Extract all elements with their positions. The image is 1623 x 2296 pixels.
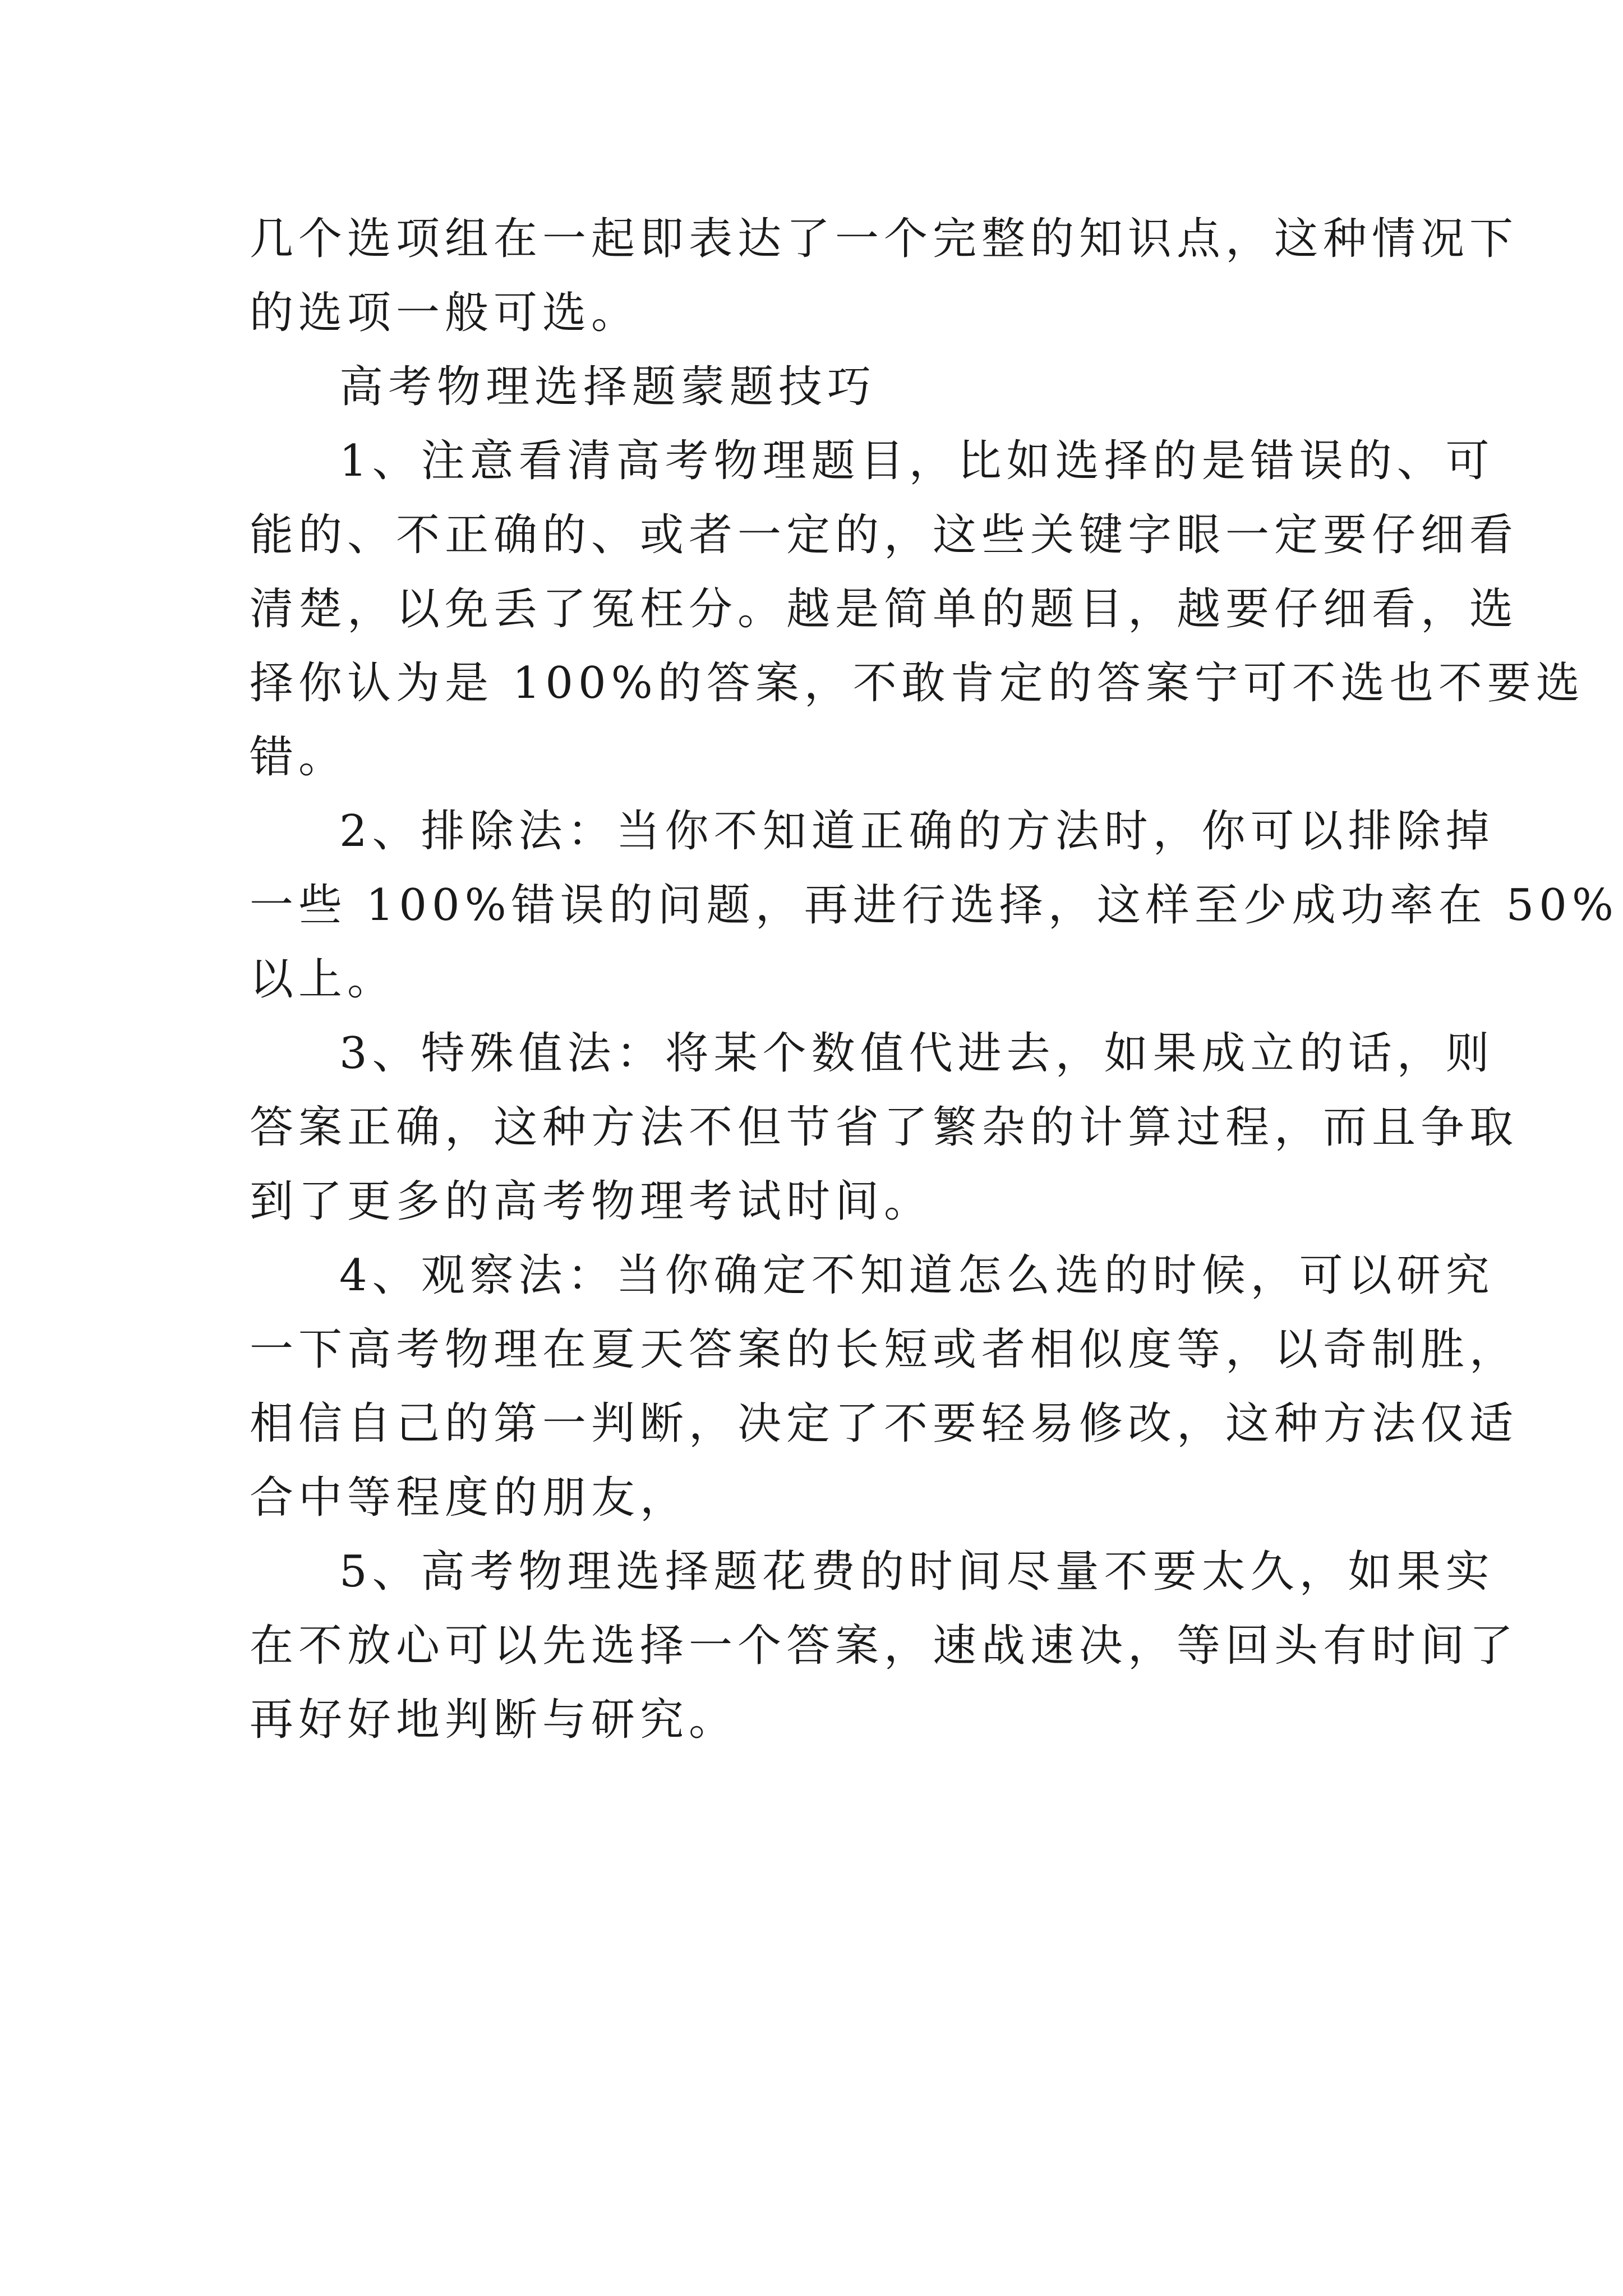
text-line: 4、观察法：当你确定不知道怎么选的时候，可以研究 — [339, 1250, 1495, 1301]
text-line: 能的、不正确的、或者一定的，这些关键字眼一定要仔细看 — [250, 510, 1519, 560]
text-line: 一下高考物理在夏天答案的长短或者相似度等，以奇制胜， — [250, 1324, 1519, 1375]
text-line: 错。 — [250, 732, 348, 783]
paragraph-tip-3 — [250, 1016, 1519, 1239]
paragraph-tip-2 — [250, 794, 1619, 1016]
paragraph-continuation — [250, 202, 1519, 350]
text-line: 清楚，以免丢了冤枉分。越是简单的题目，越要仔细看，选 — [250, 584, 1519, 634]
paragraph-tip-4 — [250, 1239, 1519, 1535]
text-line: 5、高考物理选择题花费的时间尽量不要太久，如果实 — [339, 1547, 1495, 1597]
text-line: 合中等程度的朋友， — [250, 1473, 689, 1523]
text-line: 一些 100%错误的问题，再进行选择，这样至少成功率在 50% — [250, 880, 1619, 931]
text-line: 答案正确，这种方法不但节省了繁杂的计算过程，而且争取 — [250, 1102, 1519, 1153]
text-line: 在不放心可以先选择一个答案，速战速决，等回头有时间了 — [250, 1621, 1519, 1671]
document-body — [250, 202, 1619, 1757]
text-line: 以上。 — [250, 954, 396, 1005]
text-line: 到了更多的高考物理考试时间。 — [250, 1176, 933, 1227]
text-line: 的选项一般可选。 — [250, 288, 640, 338]
text-line: 相信自己的第一判断，决定了不要轻易修改，这种方法仅适 — [250, 1398, 1519, 1449]
text-line: 2、排除法：当你不知道正确的方法时，你可以排除掉 — [339, 806, 1495, 857]
paragraph-tip-5 — [250, 1535, 1519, 1757]
text-line: 择你认为是 100%的答案，不敢肯定的答案宁可不选也不要选 — [250, 658, 1585, 708]
heading-line: 高考物理选择题蒙题技巧 — [339, 362, 877, 412]
section-heading — [250, 350, 1416, 424]
paragraph-tip-1 — [250, 424, 1585, 794]
text-line: 3、特殊值法：将某个数值代进去，如果成立的话，则 — [339, 1028, 1495, 1079]
text-line: 1、注意看清高考物理题目，比如选择的是错误的、可 — [339, 436, 1495, 486]
text-line: 再好好地判断与研究。 — [250, 1695, 738, 1745]
text-line: 几个选项组在一起即表达了一个完整的知识点，这种情况下 — [250, 214, 1519, 264]
